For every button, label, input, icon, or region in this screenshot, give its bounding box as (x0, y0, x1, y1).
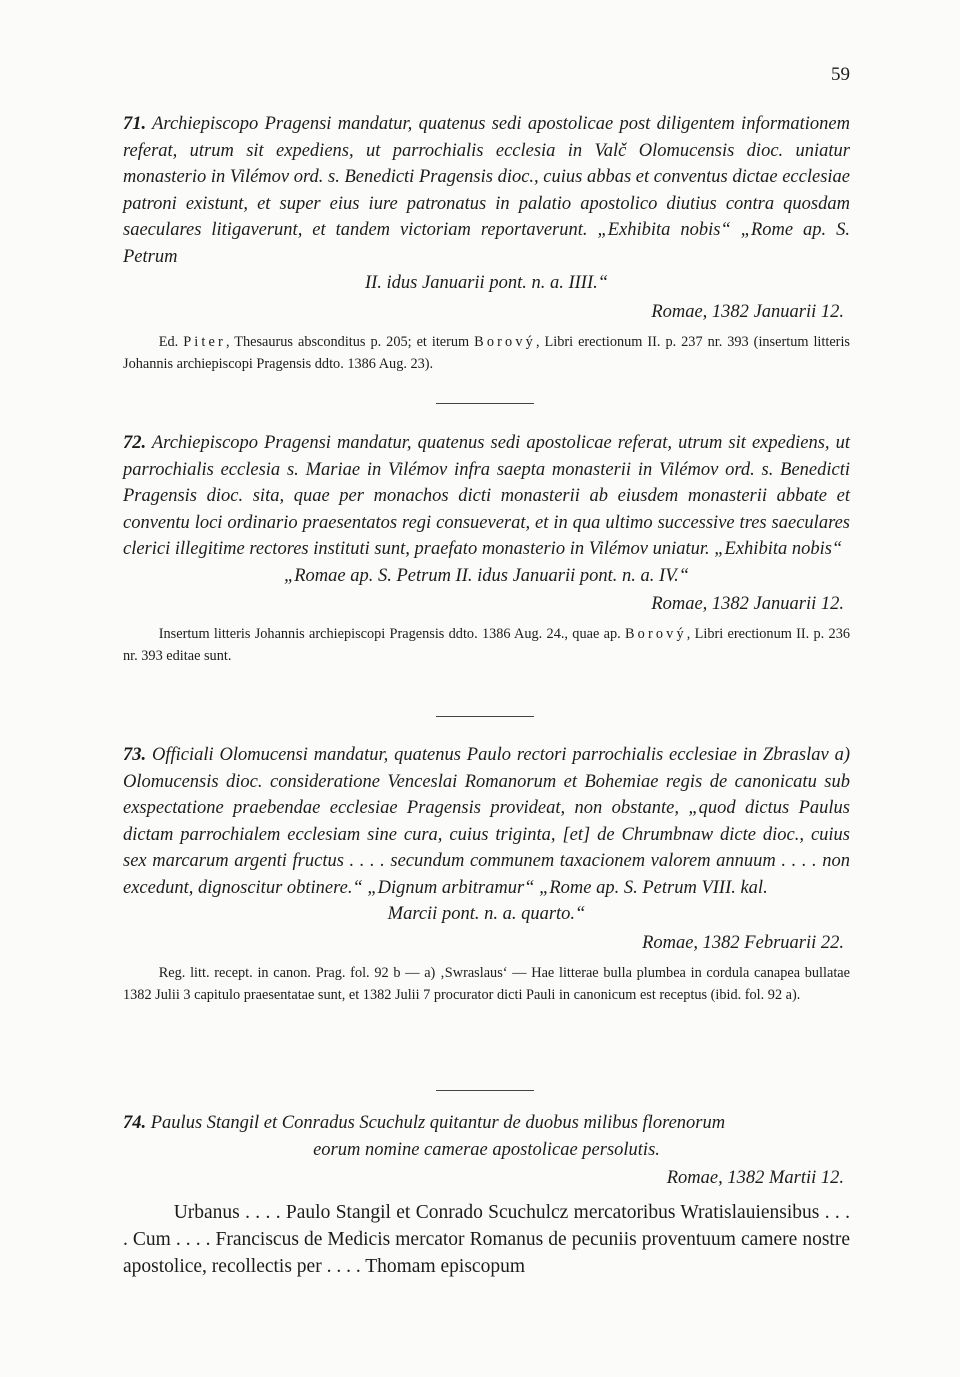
note-author: Borový (624, 626, 687, 642)
page-number: 59 (831, 64, 850, 85)
entry-number: 72. (123, 433, 147, 453)
summary-text: Officiali Olomucensi mandatur, quatenus Paulo rectori parrochialis ecclesiae in Zbraslav a) Olomucensis dioc. consideratione Venceslai Romanorum et Bohemiae regis de canonicatu sub exspectatione praebendae ecclesiae Pragensis provideat, non obstante, „quod dictus Paulus dictam parrochialem ecclesiam sine cura, cuius triginta, [et] de Chrumbnaw dicte dioc., cuius sex marcarum argenti fructus . . . . secundum communem taxacionem valorem annuum . . . . non excedunt, dignoscitur obtinere.“ „Dignum arbitramur“ „Rome ap. S. Petrum VIII. kal. (123, 745, 851, 898)
note-text: , Libri erectionum II. p. 236 nr. 393 editae sunt. (123, 626, 851, 664)
section-divider (436, 716, 534, 717)
note-text: , Thesaurus absconditus p. 205; et iterum (225, 333, 470, 350)
note-text: Ed. (158, 333, 179, 350)
editorial-note (123, 623, 850, 667)
summary-tail: „Romae ap. S. Petrum II. idus Januarii pont. n. a. IV.“ (283, 565, 690, 586)
entry-summary (123, 111, 850, 297)
entry-date: Romae, 1382 Januarii 12. (651, 301, 844, 322)
summary-text: Paulus Stangil et Conradus Scuchulz quitantur de duobus milibus florenorum (150, 1113, 726, 1133)
section-divider (436, 1090, 534, 1091)
note-author: Borový (474, 333, 536, 350)
entry-summary (123, 430, 850, 589)
editorial-note: Reg. litt. recept. in canon. Prag. fol. 92 b — a) ‚Swraslaus‘ — Hae litterae bulla plumbea in cordula canapea bullatae 1382 Julii 3 capitulo praesentatae sunt, et 1382 Julii 7 procurator dicti Pauli in canonicum est receptus (ibid. fol. 92 a). (123, 964, 850, 1003)
entry-date: Romae, 1382 Januarii 12. (651, 594, 844, 614)
note-author: Piter (183, 333, 226, 350)
note-text: , Libri erectionum II. p. 237 nr. 393 (insertum litteris Johannis archiepiscopi Pragensis ddto. 1386 Aug. 23). (123, 333, 850, 372)
editorial-note (123, 331, 850, 375)
entry-date: Romae, 1382 Martii 12. (666, 1168, 844, 1188)
section-divider (436, 403, 534, 404)
summary-tail: Marcii pont. n. a. quarto.“ (387, 904, 586, 924)
entry-summary (123, 1110, 850, 1163)
summary-text: Archiepiscopo Pragensi mandatur, quatenus sedi apostolicae post diligentem informationem referat, utrum sit expediens, ut parrochialis ecclesia in Valč Olomucensis dioc. uniatur monasterio in Vilémov ord. s. Benedicti Pragensis dioc., cuius abbas et conventus dictae ecclesiae patroni existunt, et super eius iure patronatus in palatio apostolico diutius contra quosdam saeculares litigaverunt, et tandem victoriam reportaverunt. „Exhibita nobis“ „Rome ap. S. Petrum (123, 114, 851, 267)
entry-71 (123, 111, 850, 375)
entry-number: 73. (123, 745, 147, 765)
summary-tail: II. idus Januarii pont. n. a. IIII.“ (364, 273, 609, 293)
entry-73 (123, 742, 850, 1006)
entry-number: 74. (123, 1113, 147, 1133)
entry-72 (123, 430, 850, 667)
note-text: Insertum litteris Johannis archiepiscopi Pragensis ddto. 1386 Aug. 24., quae ap. (158, 626, 621, 642)
summary-text: Archiepiscopo Pragensi mandatur, quatenus sedi apostolicae referat, utrum sit expediens, ut parrochialis ecclesia s. Mariae in Vilémov infra saepta monasterii in Vilémov ord. s. Benedicti Pragensis dioc. sita, quae per monachos dicti monasterii ab eiusdem monasterii abbate et conventu loci ordinario praesentatos regi consueverat, et in qua ultimo successive tres saeculares clerici illegitime rectores instituti sunt, praefato monasterio in Vilémov uniatur. „Exhibita nobis“ (123, 433, 850, 559)
entry-date: Romae, 1382 Februarii 22. (642, 932, 844, 953)
summary-tail: eorum nomine camerae apostolicae persolutis. (313, 1139, 660, 1160)
entry-summary (123, 742, 850, 928)
document-body: Urbanus . . . . Paulo Stangil et Conrado Scuchulcz mercatoribus Wratislauiensibus . . . . Cum . . . . Franciscus de Medicis mercator Romanus de pecuniis proventuum camere nostre apostolice, recollectis per . . . . Thomam episcopum (123, 1202, 850, 1277)
entry-number: 71. (123, 114, 147, 134)
entry-74 (123, 1110, 850, 1280)
